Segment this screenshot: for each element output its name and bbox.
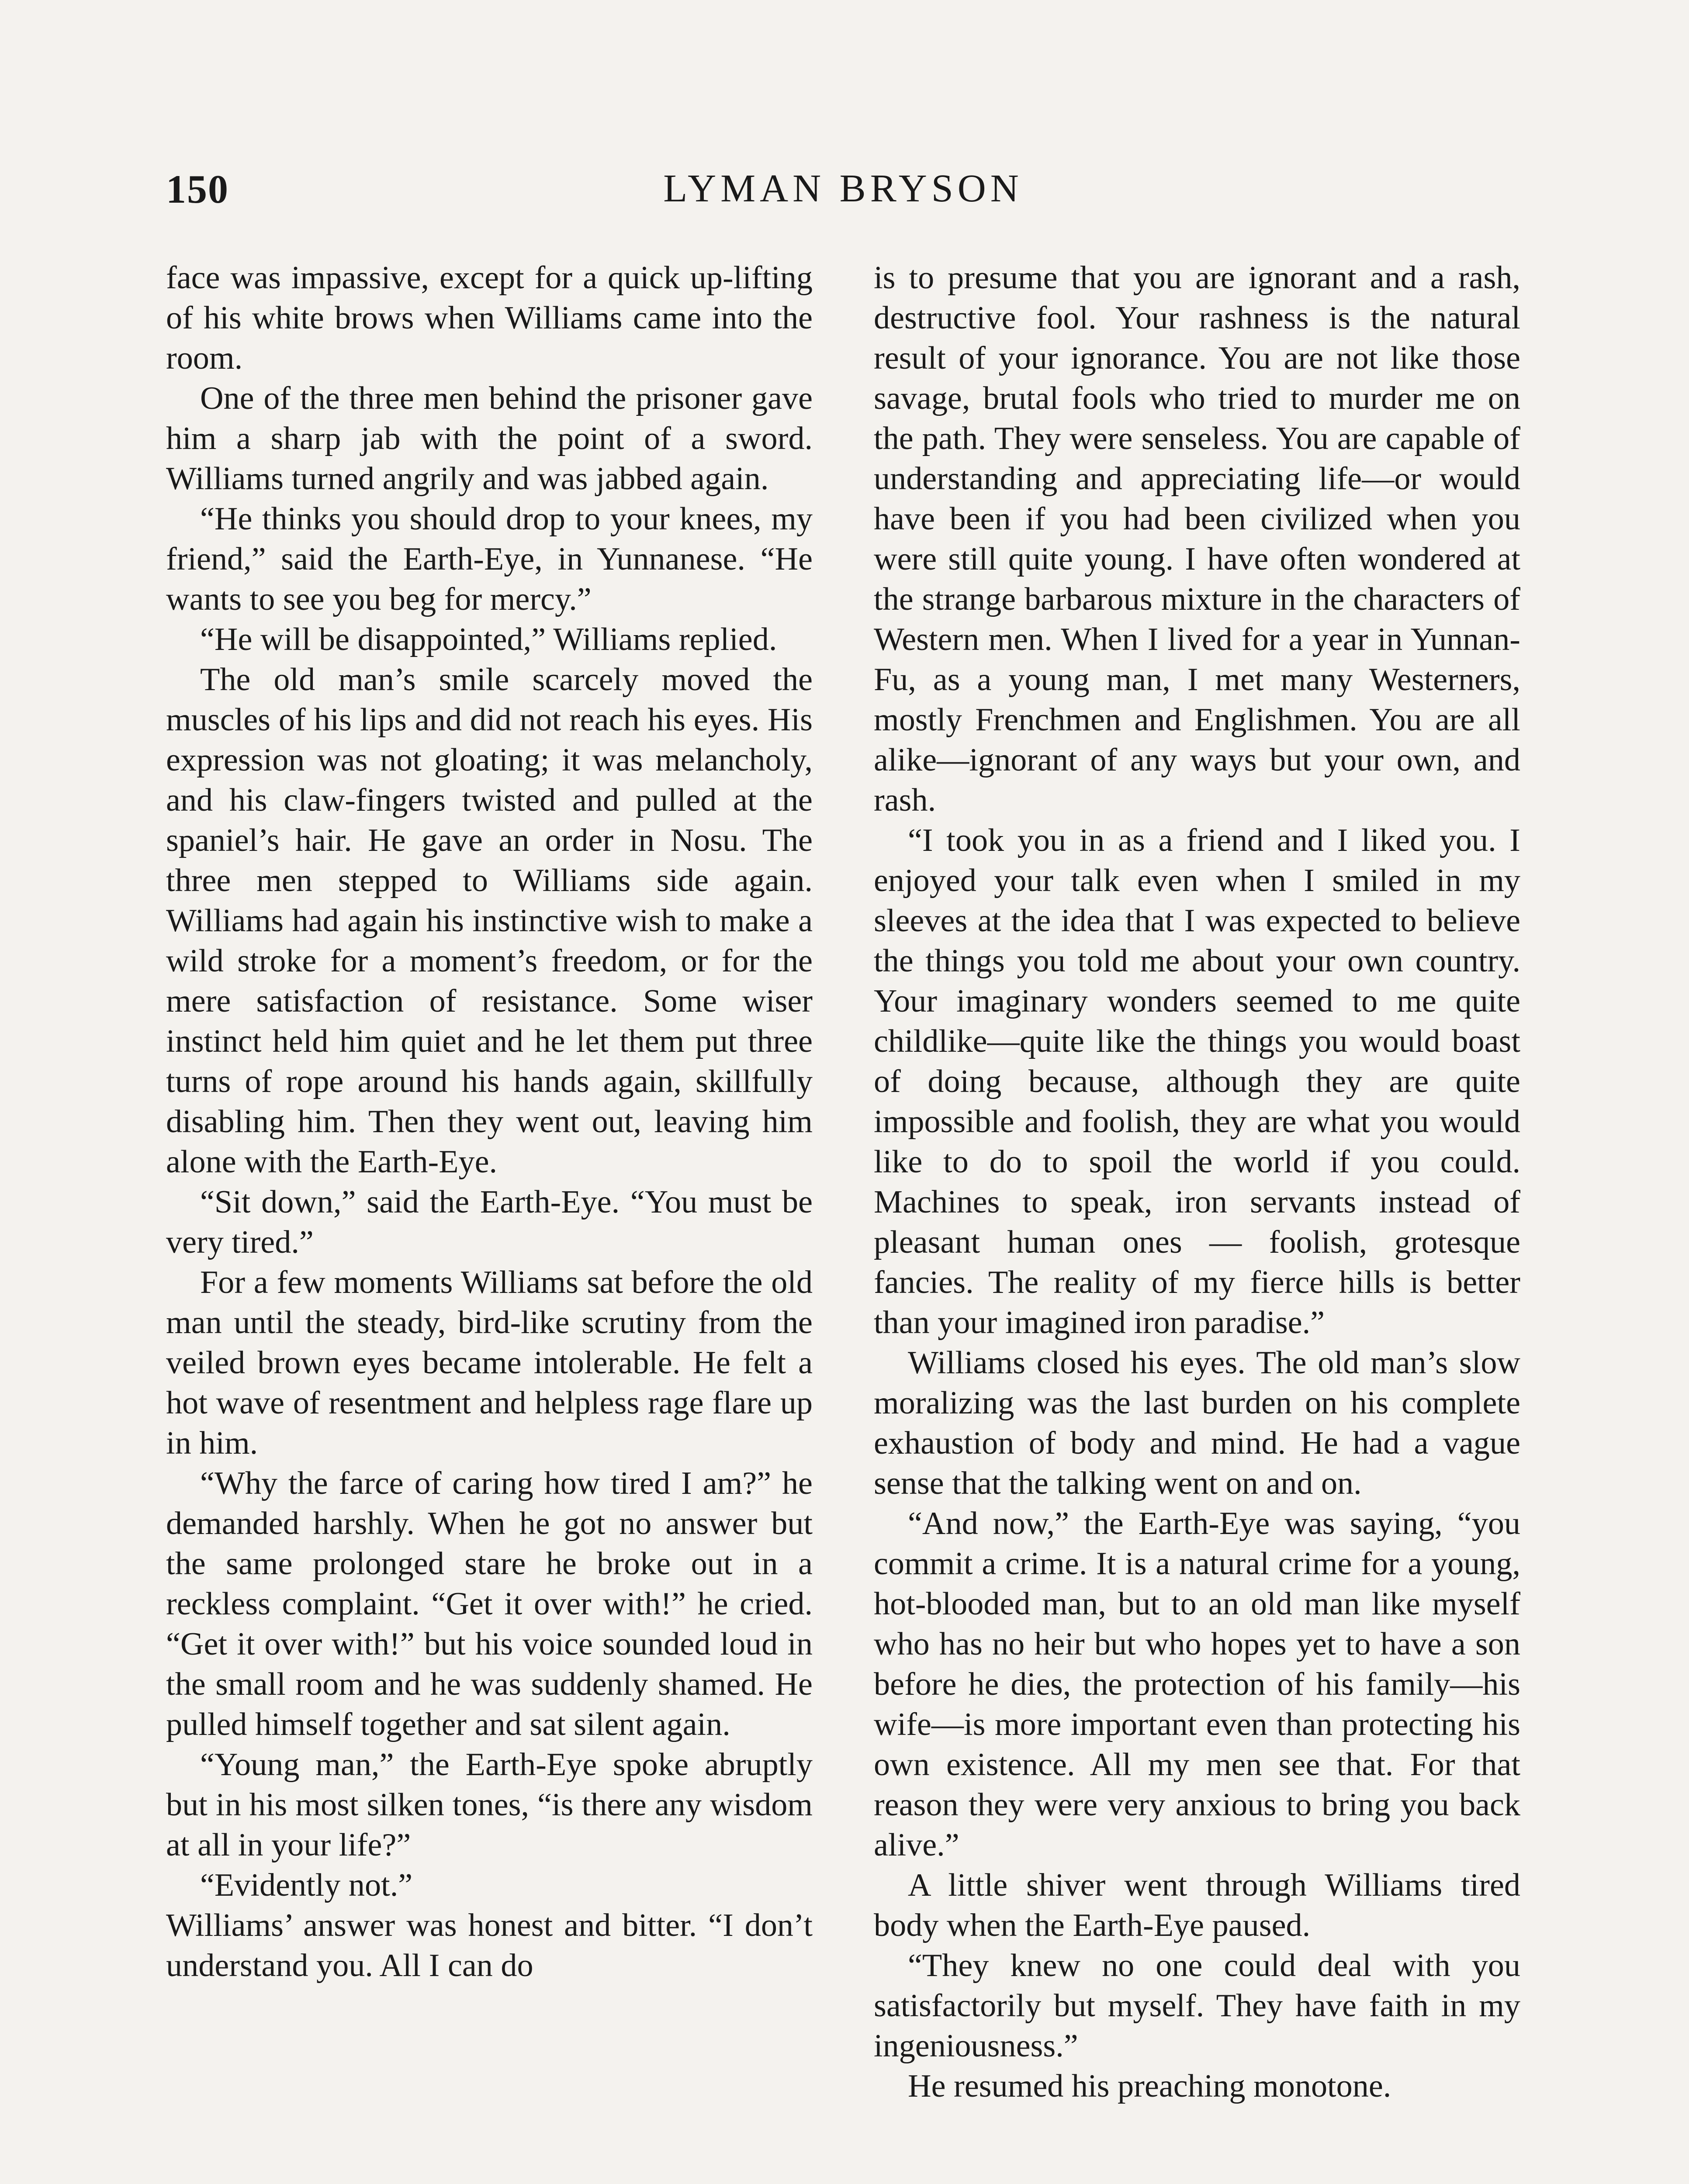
paragraph: One of the three men behind the prisoner gave him a sharp jab with the point of a sword. Williams turned angrily and was jabbed again. <box>166 380 813 497</box>
paragraph: is to presume that you are ignorant and a rash, destructive fool. Your rashness is the natural result of your ignorance. You are not like those savage, brutal fools who tried to murder me on the path. They were senseless. You are capable of understanding and appreciating life—or would have been if you had been civilized when you were still quite young. I have often wondered at the strange barbarous mixture in the characters of Western men. When I lived for a year in Yunnan-Fu, as a young man, I met many Westerners, mostly Frenchmen and Englishmen. You are all alike—ignorant of any ways but your own, and rash. <box>874 260 1520 818</box>
running-head: LYMAN BRYSON <box>663 167 1023 210</box>
right-column <box>874 258 1520 2184</box>
paragraph: “Sit down,” said the Earth-Eye. “You must be very tired.” <box>166 1184 813 1260</box>
paragraph: Williams closed his eyes. The old man’s slow moralizing was the last burden on his complete exhaustion of body and mind. He had a vague sense that the talking went on and on. <box>874 1345 1520 1501</box>
paragraph: “And now,” the Earth-Eye was saying, “you commit a crime. It is a natural crime for a young, hot-blooded man, but to an old man like myself who has no heir but who hopes yet to have a son before he dies, the protection of his family—his wife—is more important even than protecting his own existence. All my men see that. For that reason they were very anxious to bring you back alive.” <box>874 1506 1520 1863</box>
paragraph: “He thinks you should drop to your knees, my friend,” said the Earth-Eye, in Yunnanese. “He wants to see you beg for mercy.” <box>166 501 813 617</box>
paragraph: Williams’ answer was honest and bitter. “I don’t understand you. All I can do <box>166 1908 813 1984</box>
paragraph: “He will be disappointed,” Williams replied. <box>200 622 777 657</box>
text-columns <box>166 258 1520 2184</box>
paragraph: The old man’s smile scarcely moved the muscles of his lips and did not reach his eyes. His expression was not gloating; it was melancholy, and his claw-fingers twisted and pulled at the spaniel’s hair. He gave an order in Nosu. The three men stepped to Williams side again. Williams had again his instinctive wish to make a wild stroke for a moment’s freedom, or for the mere satisfaction of resistance. Some wiser instinct held him quiet and he let them put three turns of rope around his hands again, skillfully disabling him. Then they went out, leaving him alone with the Earth-Eye. <box>166 662 813 1180</box>
paragraph: face was impassive, except for a quick up-lifting of his white brows when Williams came into the room. <box>166 260 813 376</box>
paragraph: He resumed his preaching monotone. <box>908 2068 1391 2104</box>
paragraph: For a few moments Williams sat before the old man until the steady, bird-like scrutiny from the veiled brown eyes became intolerable. He felt a hot wave of resentment and helpless rage flare up in him. <box>166 1265 813 1461</box>
page-number: 150 <box>166 167 229 211</box>
paragraph: “They knew no one could deal with you satisfactorily but myself. They have faith in my ingeniousness.” <box>874 1948 1520 2064</box>
paragraph: “Evidently not.” <box>200 1867 413 1903</box>
page-header <box>166 166 1520 223</box>
paragraph: “Why the farce of caring how tired I am?” he demanded harshly. When he got no answer but the same prolonged stare he broke out in a reckless complaint. “Get it over with!” he cried. “Get it over with!” but his voice sounded loud in the small room and he was suddenly shamed. He pulled himself together and sat silent again. <box>166 1465 813 1742</box>
paragraph: “I took you in as a friend and I liked you. I enjoyed your talk even when I smiled in my sleeves at the idea that I was expected to believe the things you told me about your own country. Your imaginary wonders seemed to me quite childlike—quite like the things you would boast of doing because, although they are quite impossible and foolish, they are what you would like to do to spoil the world if you could. Machines to speak, iron servants instead of pleasant human ones — foolish, grotesque fancies. The reality of my fierce hills is better than your imagined iron paradise.” <box>874 822 1520 1341</box>
paragraph: A little shiver went through Williams tired body when the Earth-Eye paused. <box>874 1867 1520 1943</box>
paragraph: “Young man,” the Earth-Eye spoke abruptly but in his most silken tones, “is there any wisdom at all in your life?” <box>166 1747 813 1863</box>
left-column <box>166 258 813 2184</box>
